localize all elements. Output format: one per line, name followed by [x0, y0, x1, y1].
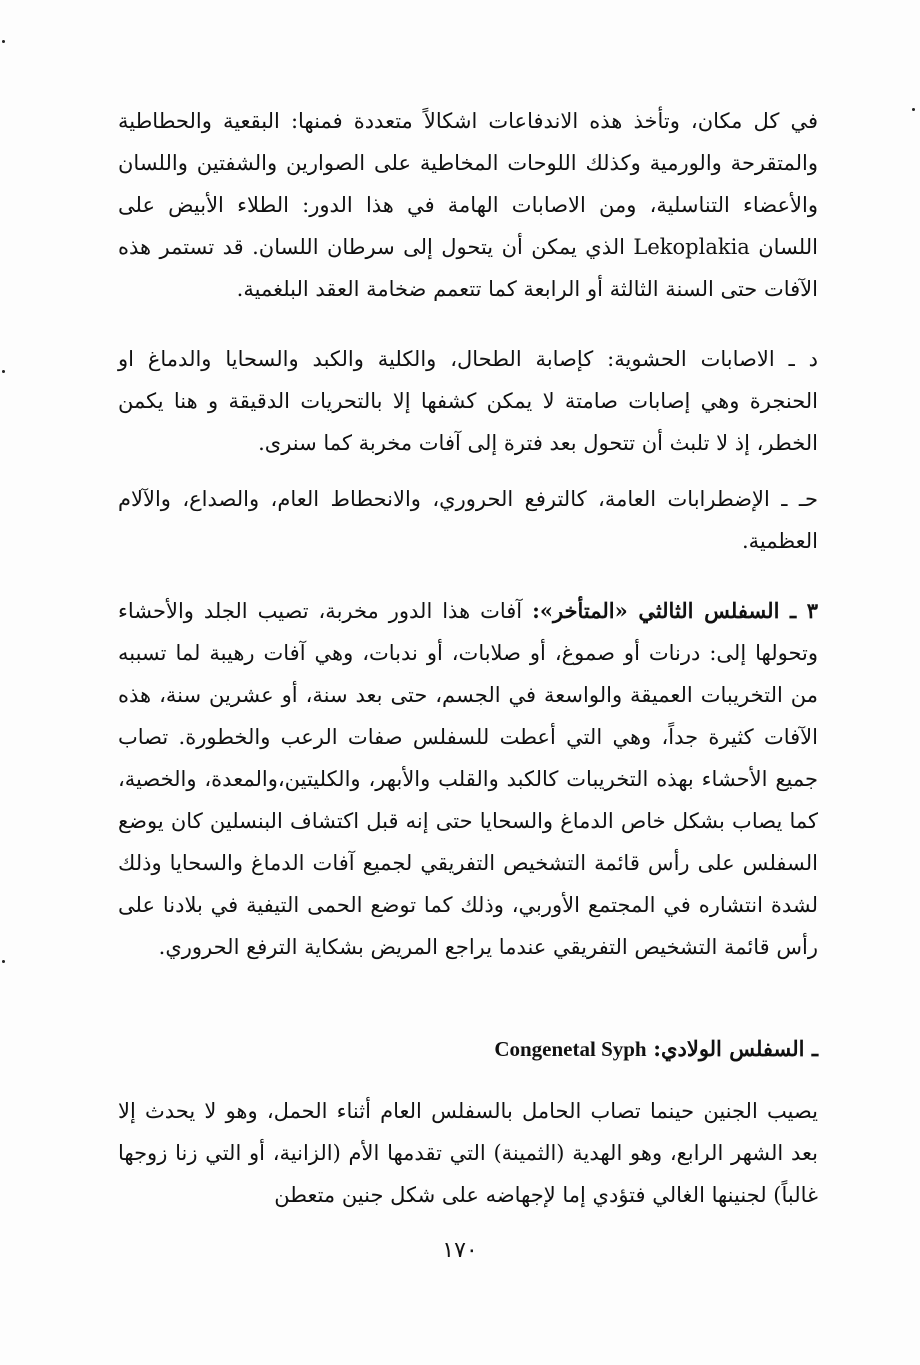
- paragraph-general-disorders: حـ ـ الإضطرابات العامة، كالترفع الحروري، والانحطاط العام، والصداع، والآلام العظمية.: [118, 487, 818, 553]
- paragraph-congenital-body: يصيب الجنين حينما تصاب الحامل بالسفلس العام أثناء الحمل، وهو لا يحدث إلا بعد الشهر الرابع، وهو الهدية (الثمينة) التي تقدمها الأم (الزانية، أو التي زنا زوجها غالباً) لجنينها الغالي فتؤدي إما لإجهاضه على شكل جنين متعطن: [118, 1099, 818, 1207]
- section-heading-congenital: ـ السفلس الولادي:: [653, 1036, 818, 1061]
- margin-mark: [2, 960, 5, 963]
- tertiary-body-text: آفات هذا الدور مخربة، تصيب الجلد والأحشاء وتحولها إلى: درنات أو صموغ، أو صلابات، أو ندبات، وهي آفات رهيبة لما تسببه من التخريبات العميقة والواسعة في الجسم، حتى بعد سنة، أو عشرين سنة، هذه الآفات كثيرة جداً، وهي التي أعطت للسفلس صفات الرعب والخطورة. تصاب جميع الأحشاء بهذه التخريبات كالكبد والقلب والأبهر، والكليتين،والمعدة، والخصية، كما يصاب بشكل خاص الدماغ والسحايا حتى إنه قبل اكتشاف البنسلين كان يوضع السفلس على رأس قائمة التشخيص التفريقي لجميع آفات الدماغ والسحايا وذلك لشدة انتشاره في المجتمع الأوربي، وذلك كما توضع الحمى التيفية في بلادنا على رأس قائمة التشخيص التفريقي عندما يراجع المريض بشكاية الترفع الحروري.: [118, 599, 818, 959]
- paragraph-congenital-heading: [118, 1028, 818, 1070]
- paragraph-tertiary-syphilis: [118, 590, 818, 968]
- margin-mark: [2, 370, 5, 373]
- paragraph-lesions: في كل مكان، وتأخذ هذه الاندفاعات اشكالاً متعددة فمنها: البقعية والحطاطية والمتقرحة والورمية وكذلك اللوحات المخاطية على الصوارين والشفتين واللسان والأعضاء التناسلية، ومن الاصابات الهامة في هذا الدور: الطلاء الأبيض على اللسان Lekoplakia الذي يمكن أن يتحول إلى سرطان اللسان. قد تستمر هذه الآفات حتى السنة الثالثة أو الرابعة كما تتعمم ضخامة العقد البلغمية.: [118, 109, 818, 301]
- margin-mark: [912, 108, 915, 111]
- section-heading-tertiary: ٣ ـ السفلس الثالثي «المتأخر»:: [532, 598, 818, 623]
- paragraph-visceral-lesions: د ـ الاصابات الحشوية: كإصابة الطحال، والكلية والكبد والسحايا والدماغ او الحنجرة وهي إصابات صامتة لا يمكن كشفها إلا بالتحريات الدقيقة و هنا يكمن الخطر، إذ لا تلبث أن تتحول بعد فترة إلى آفات مخربة كما سنرى.: [118, 347, 818, 455]
- page-number: ١٧٠: [442, 1238, 478, 1263]
- margin-mark: [2, 40, 5, 43]
- congenital-latin-term: Congenetal Syph: [494, 1037, 647, 1061]
